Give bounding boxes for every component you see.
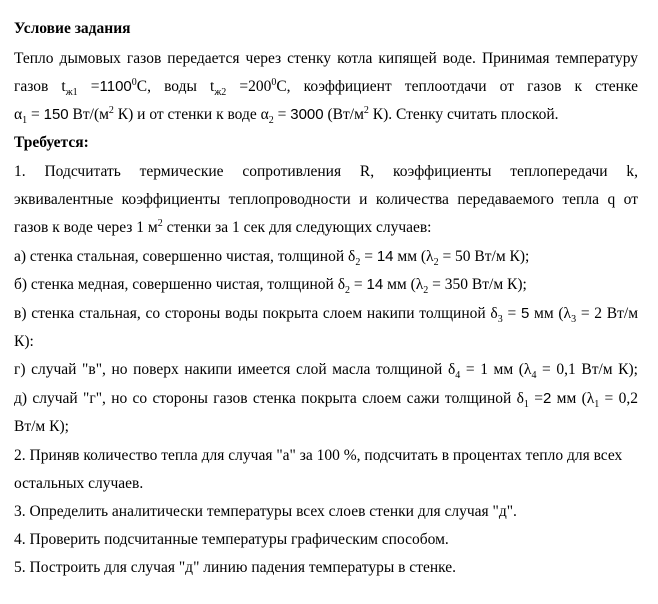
- point-2-line-1: 2. Приняв количество тепла для случая "а" за 100 %, подсчитать в процентах тепло для всех: [14, 447, 623, 464]
- condition-line-2: газов $t_{ж1} =1100^0C$, воды $t_{ж2} =200^0C$, коэффициент теплоотдачи от газов к стенке: [14, 76, 638, 99]
- req-line-1: 1. Подсчитать термические сопротивления R, коэффициенты теплопередачи k,: [14, 163, 638, 180]
- point-3: 3. Определить аналитически температуры всех слоев стенки для случая "д".: [14, 503, 517, 520]
- case-e: д) случай "г", но со стороны газов стенка покрыта слоем сажи толщиной $\delta_1 =2$ мм ($\lambda_1 = 0,2$: [14, 390, 638, 411]
- case-a: а) стенка стальная, совершенно чистая, толщиной $\delta_2 = 14$ мм ($\lambda_2 = 50$ Вт/м К);: [14, 248, 530, 269]
- req-line-2: эквивалентные коэффициенты теплопроводности и количества передаваемого тепла q от: [14, 191, 638, 208]
- req-line-3: газов к воде через 1 $м^2$ стенки за 1 сек для следующих случаев:: [14, 217, 432, 236]
- case-c-cont: К):: [14, 333, 34, 350]
- case-c: в) стенка стальная, со стороны воды покрыта слоем накипи толщиной $\delta_3 = 5$ мм ($\lambda_3 = 2$ Вт/м: [14, 305, 639, 326]
- case-b: б) стенка медная, совершенно чистая, толщиной $\delta_2 = 14$ мм ($\lambda_2 = 350$ Вт/м К);: [14, 276, 527, 297]
- point-2-line-2: остальных случаев.: [14, 475, 144, 492]
- condition-line-3: $\alpha_1 = 150$ $Вт/(м^2$ К) и от стенки к воде $\alpha_2 = 3000$ ($Вт/м^2$ К). Стенку считать плоской.: [14, 104, 559, 127]
- required-heading: Требуется:: [14, 134, 89, 151]
- point-4: 4. Проверить подсчитанные температуры графическим способом.: [14, 531, 449, 548]
- condition-heading: Условие задания: [14, 20, 131, 37]
- case-d: г) случай "в", но поверх накипи имеется слой масла толщиной $\delta_4 = 1$ мм ($\lambda_4 = 0,1$ Вт/м К);: [14, 361, 638, 382]
- condition-line-1: Тепло дымовых газов передается через стенку котла кипящей воде. Принимая температуру: [14, 50, 638, 67]
- case-e-cont: Вт/м К);: [14, 418, 69, 435]
- point-5: 5. Построить для случая "д" линию падения температуры в стенке.: [14, 559, 457, 576]
